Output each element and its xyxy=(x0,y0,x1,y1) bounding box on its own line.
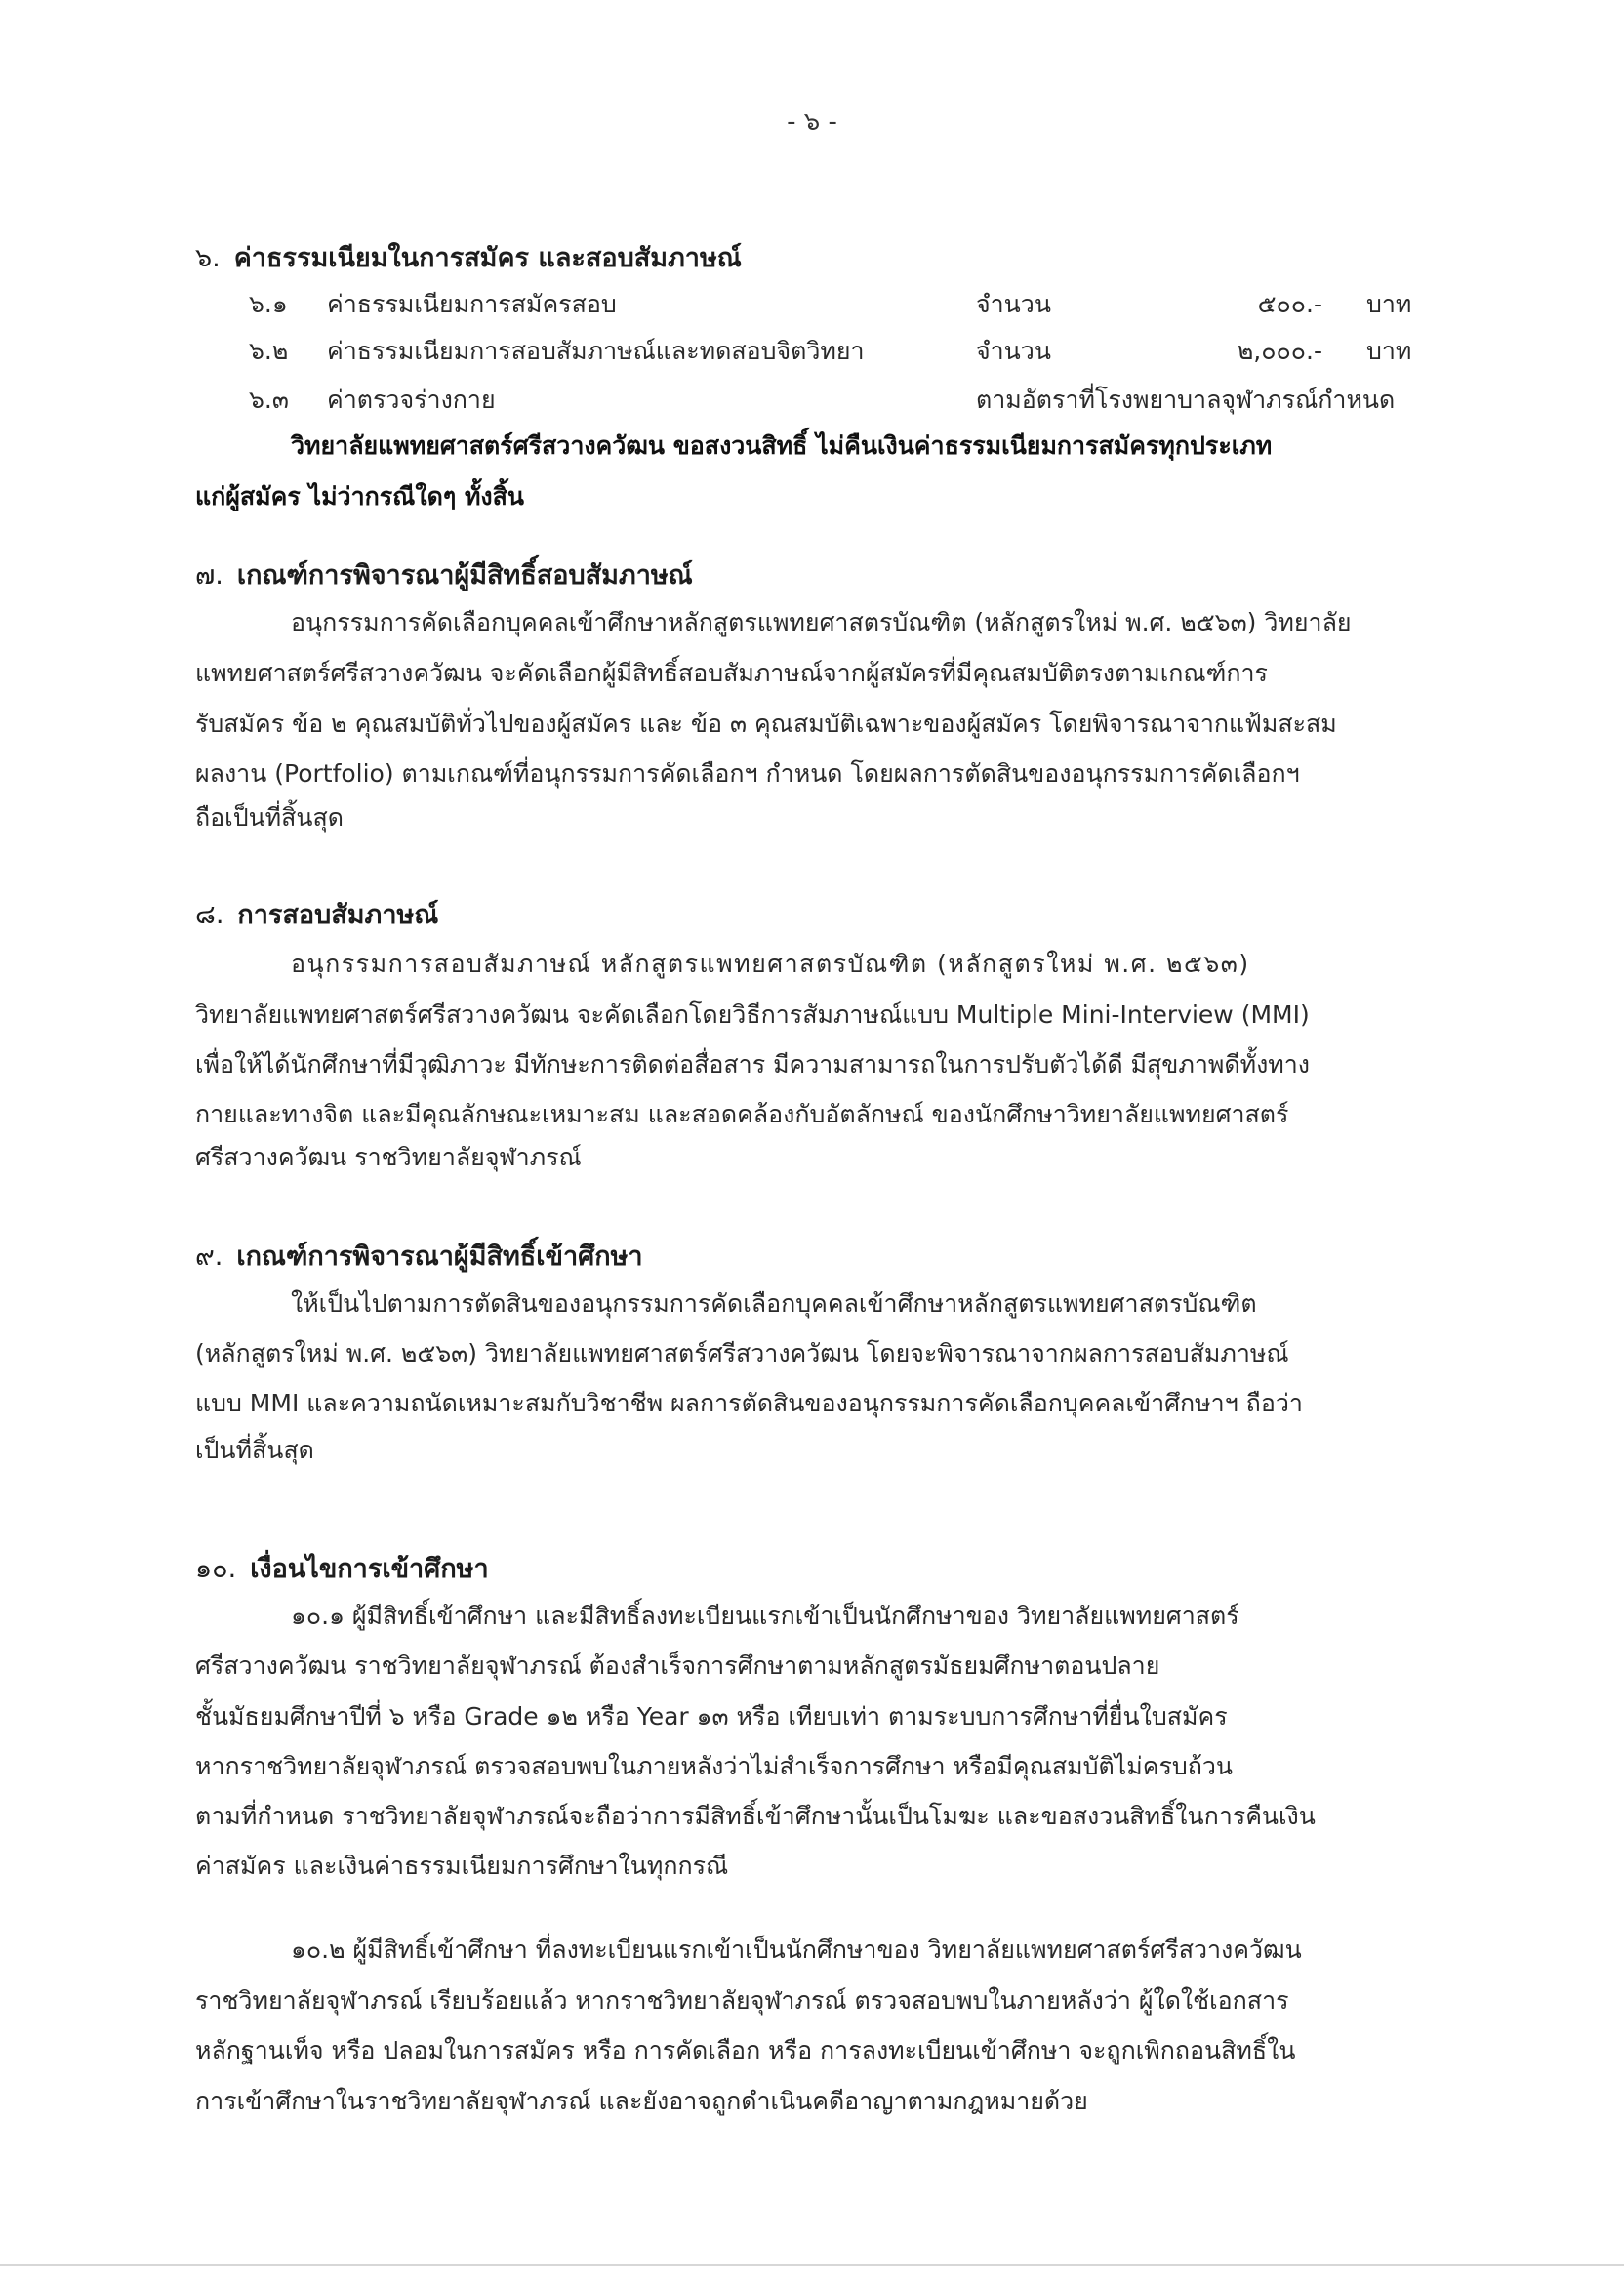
fee-number: ๖.๑ xyxy=(249,290,288,318)
section-9-line: แบบ MMI และความถนัดเหมาะสมกับวิชาชีพ ผลการตัดสินของอนุกรรมการคัดเลือกบุคคลเข้าศึกษาฯ ถือว่า xyxy=(195,1389,1303,1417)
section-6-heading xyxy=(195,236,742,278)
section-10-1-line: ศรีสวางควัฒน ราชวิทยาลัยจุฬาภรณ์ ต้องสำเร็จการศึกษาตามหลักสูตรมัธยมศึกษาตอนปลาย xyxy=(195,1651,1160,1680)
section-7-line: ถือเป็นที่สิ้นสุด xyxy=(195,803,344,832)
section-9-line: (หลักสูตรใหม่ พ.ศ. ๒๕๖๓) วิทยาลัยแพทยศาสตร์ศรีสวางควัฒน โดยจะพิจารณาจากผลการสอบสัมภาษณ์ xyxy=(195,1339,1289,1367)
fee-notice-line: วิทยาลัยแพทยศาสตร์ศรีสวางควัฒน ขอสงวนสิทธิ์ ไม่คืนเงินค่าธรรมเนียมการสมัครทุกประเภท xyxy=(291,431,1273,460)
fee-row-2 xyxy=(249,332,1440,371)
section-7-line: อนุกรรมการคัดเลือกบุคคลเข้าศึกษาหลักสูตรแพทยศาสตรบัณฑิต (หลักสูตรใหม่ พ.ศ. ๒๕๖๓) วิทยาลัย xyxy=(291,608,1352,636)
section-10-1-line: หากราชวิทยาลัยจุฬาภรณ์ ตรวจสอบพบในภายหลังว่าไม่สำเร็จการศึกษา หรือมีคุณสมบัติไม่ครบถ้วน xyxy=(195,1752,1234,1780)
scan-bottom-edge xyxy=(0,2264,1624,2266)
fee-unit: บาท xyxy=(1366,290,1412,318)
section-7-number: ๗. xyxy=(195,560,223,591)
fee-label: ค่าธรรมเนียมการสมัครสอบ xyxy=(327,290,617,318)
fee-note: ตามอัตราที่โรงพยาบาลจุฬาภรณ์กำหนด xyxy=(976,386,1396,414)
section-7-line: ผลงาน (Portfolio) ตามเกณฑ์ที่อนุกรรมการคัดเลือกฯ กำหนด โดยผลการตัดสินของอนุกรรมการคัดเลือกฯ xyxy=(195,759,1300,788)
section-9-title: เกณฑ์การพิจารณาผู้มีสิทธิ์เข้าศึกษา xyxy=(236,1242,643,1272)
section-9-line: ให้เป็นไปตามการตัดสินของอนุกรรมการคัดเลือกบุคคลเข้าศึกษาหลักสูตรแพทยศาสตรบัณฑิต xyxy=(291,1289,1257,1318)
section-7-heading xyxy=(195,553,693,595)
section-7-line: แพทยศาสตร์ศรีสวางควัฒน จะคัดเลือกผู้มีสิทธิ์สอบสัมภาษณ์จากผู้สมัครที่มีคุณสมบัติตรงตามเกณฑ์การ xyxy=(195,659,1268,687)
fee-number: ๖.๒ xyxy=(249,337,289,365)
section-8-line: วิทยาลัยแพทยศาสตร์ศรีสวางควัฒน จะคัดเลือกโดยวิธีการสัมภาษณ์แบบ Multiple Mini-Interview (MMI) xyxy=(195,1000,1310,1029)
section-8-heading xyxy=(195,893,438,935)
section-10-1-line: ตามที่กำหนด ราชวิทยาลัยจุฬาภรณ์จะถือว่าการมีสิทธิ์เข้าศึกษานั้นเป็นโมฆะ และขอสงวนสิทธิ์ในการคืนเงิน xyxy=(195,1802,1316,1830)
section-9-number: ๙. xyxy=(195,1242,223,1272)
section-10-2-line: ราชวิทยาลัยจุฬาภรณ์ เรียบร้อยแล้ว หากราชวิทยาลัยจุฬาภรณ์ ตรวจสอบพบในภายหลังว่า ผู้ใดใช้เอกสาร xyxy=(195,1986,1289,2015)
section-8-line: ศรีสวางควัฒน ราชวิทยาลัยจุฬาภรณ์ xyxy=(195,1143,582,1171)
fee-unit: บาท xyxy=(1366,337,1412,365)
fee-qty-label: จำนวน xyxy=(976,337,1051,365)
section-9-heading xyxy=(195,1235,643,1277)
section-10-heading xyxy=(195,1547,489,1589)
section-8-line: กายและทางจิต และมีคุณลักษณะเหมาะสม และสอดคล้องกับอัตลักษณ์ ของนักศึกษาวิทยาลัยแพทยศาสตร์ xyxy=(195,1100,1289,1128)
section-10-number: ๑๐. xyxy=(195,1554,237,1584)
fee-label: ค่าตรวจร่างกาย xyxy=(327,386,496,414)
fee-row-1 xyxy=(249,285,1440,324)
section-9-line: เป็นที่สิ้นสุด xyxy=(195,1436,314,1464)
section-10-1-line: ค่าสมัคร และเงินค่าธรรมเนียมการศึกษาในทุกกรณี xyxy=(195,1852,729,1880)
fee-number: ๖.๓ xyxy=(249,386,289,414)
fee-amount: ๕๐๐.- xyxy=(1257,290,1322,318)
fee-amount: ๒,๐๐๐.- xyxy=(1237,337,1322,365)
page-number: - ๖ - xyxy=(787,107,837,137)
section-6-title: ค่าธรรมเนียมในการสมัคร และสอบสัมภาษณ์ xyxy=(233,243,742,273)
fee-qty-label: จำนวน xyxy=(976,290,1051,318)
section-10-2-line: ๑๐.๒ ผู้มีสิทธิ์เข้าศึกษา ที่ลงทะเบียนแรกเข้าเป็นนักศึกษาของ วิทยาลัยแพทยศาสตร์ศรีสวางควัฒน xyxy=(291,1936,1302,1964)
section-6-number: ๖. xyxy=(195,243,221,273)
fee-row-3 xyxy=(249,381,1440,420)
section-8-line: เพื่อให้ได้นักศึกษาที่มีวุฒิภาวะ มีทักษะการติดต่อสื่อสาร มีความสามารถในการปรับตัวได้ดี มีสุขภาพดีทั้งทาง xyxy=(195,1050,1311,1079)
section-10-1-line: ๑๐.๑ ผู้มีสิทธิ์เข้าศึกษา และมีสิทธิ์ลงทะเบียนแรกเข้าเป็นนักศึกษาของ วิทยาลัยแพทยศาสตร์ xyxy=(291,1602,1239,1630)
section-7-line: รับสมัคร ข้อ ๒ คุณสมบัติทั่วไปของผู้สมัคร และ ข้อ ๓ คุณสมบัติเฉพาะของผู้สมัคร โดยพิจารณาจากแฟ้มสะสม xyxy=(195,710,1337,738)
section-8-number: ๘. xyxy=(195,900,224,930)
section-10-2-line: การเข้าศึกษาในราชวิทยาลัยจุฬาภรณ์ และยังอาจถูกดำเนินคดีอาญาตามกฎหมายด้วย xyxy=(195,2087,1088,2115)
section-10-2-line: หลักฐานเท็จ หรือ ปลอมในการสมัคร หรือ การคัดเลือก หรือ การลงทะเบียนเข้าศึกษา จะถูกเพิกถอนสิทธิ์ใน xyxy=(195,2036,1296,2064)
section-8-title: การสอบสัมภาษณ์ xyxy=(237,900,439,930)
section-7-title: เกณฑ์การพิจารณาผู้มีสิทธิ์สอบสัมภาษณ์ xyxy=(236,560,693,591)
section-8-line: อนุกรรมการสอบสัมภาษณ์ หลักสูตรแพทยศาสตรบัณฑิต (หลักสูตรใหม่ พ.ศ. ๒๕๖๓) xyxy=(291,950,1250,978)
fee-notice-line: แก่ผู้สมัคร ไม่ว่ากรณีใดๆ ทั้งสิ้น xyxy=(195,482,524,510)
section-10-1-line: ชั้นมัธยมศึกษาปีที่ ๖ หรือ Grade ๑๒ หรือ Year ๑๓ หรือ เทียบเท่า ตามระบบการศึกษาที่ยื่นใบสมัคร xyxy=(195,1702,1228,1731)
section-10-title: เงื่อนไขการเข้าศึกษา xyxy=(250,1554,489,1584)
fee-label: ค่าธรรมเนียมการสอบสัมภาษณ์และทดสอบจิตวิทยา xyxy=(327,337,865,365)
